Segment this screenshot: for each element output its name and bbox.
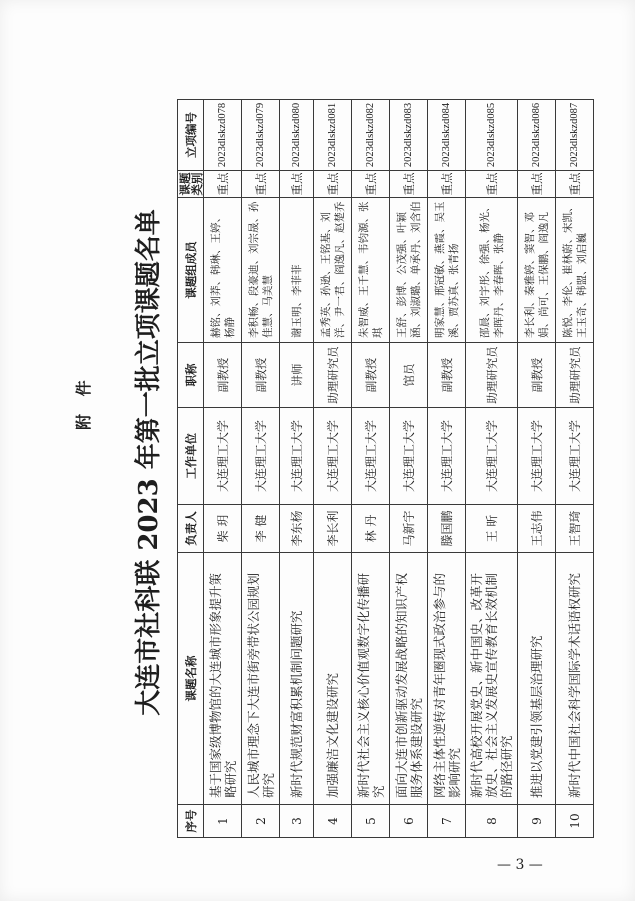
title-line: 新时代社会主义核心价值观数字化传播研 <box>355 572 371 798</box>
cell-members <box>280 198 314 343</box>
header-category-line: 课题 <box>177 172 192 196</box>
cell-unit: 大连理工大学 <box>352 408 390 505</box>
member-line: 杨静 <box>223 317 236 338</box>
cell-index: 10 <box>556 805 594 838</box>
cell-unit: 大连理工大学 <box>390 408 428 505</box>
title-line: 究 <box>370 785 386 798</box>
cell-title <box>242 553 280 805</box>
cell-code: 2023dlskzd079 <box>242 100 280 171</box>
member-line: 溪、贾苏真、张青扬 <box>447 243 460 338</box>
cell-members <box>390 198 428 343</box>
cell-unit: 大连理工大学 <box>466 408 518 505</box>
header-category <box>178 171 204 198</box>
cell-category: 重点 <box>466 171 518 198</box>
cell-category: 重点 <box>352 171 390 198</box>
member-line: 赫铭、刘莽、韩琳、王婷、 <box>209 212 222 338</box>
header-leader: 负责人 <box>178 505 204 553</box>
project-list-table <box>177 99 594 838</box>
title-line: 面向大连市创新驱动发展战略的知识产权 <box>393 572 409 798</box>
attachment-label: 附 件 <box>74 374 93 430</box>
cell-code: 2023dlskzd087 <box>556 100 594 171</box>
cell-index: 6 <box>390 805 428 838</box>
header-members: 课题组成员 <box>178 198 204 343</box>
cell-members <box>556 198 594 343</box>
member-line: 洋、尹一君、阎逸凡、赵楚乔 <box>333 201 346 338</box>
cell-code: 2023dlskzd084 <box>428 100 466 171</box>
cell-code: 2023dlskzd078 <box>204 100 242 171</box>
cell-index: 3 <box>280 805 314 838</box>
header-unit: 工作单位 <box>178 408 204 505</box>
cell-unit: 大连理工大学 <box>518 408 556 505</box>
cell-index: 5 <box>352 805 390 838</box>
member-line: 谢玉明、李菲菲 <box>290 264 303 338</box>
cell-title <box>314 553 352 805</box>
table-row <box>556 100 594 838</box>
cell-leader: 李长利 <box>314 505 352 553</box>
title-line: 影响研究 <box>446 747 462 798</box>
member-line: 李积畅、段豪迪、刘宗晟、孙 <box>247 201 260 338</box>
member-line: 邵晨、刘宇彤、徐强、杨光、 <box>478 201 491 338</box>
header-title: 课题名称 <box>178 553 204 805</box>
member-line: 朱智威、王千慧、韦钧源、张 <box>357 201 370 338</box>
cell-unit: 大连理工大学 <box>204 408 242 505</box>
cell-rank: 副教授 <box>352 343 390 408</box>
table-row <box>242 100 280 838</box>
table-row <box>314 100 352 838</box>
table-row <box>352 100 390 838</box>
cell-leader: 林 丹 <box>352 505 390 553</box>
cell-title <box>428 553 466 805</box>
cell-code: 2023dlskzd086 <box>518 100 556 171</box>
cell-index: 2 <box>242 805 280 838</box>
title-line: 网络主体性逆转对青年圈现式政治参与的 <box>431 572 447 798</box>
header-category-line: 类别 <box>189 172 204 196</box>
cell-members <box>314 198 352 343</box>
cell-leader: 李东杨 <box>280 505 314 553</box>
cell-rank: 副教授 <box>204 343 242 408</box>
header-index: 序号 <box>178 805 204 838</box>
cell-code: 2023dlskzd083 <box>390 100 428 171</box>
cell-title <box>204 553 242 805</box>
table-row <box>428 100 466 838</box>
cell-category: 重点 <box>428 171 466 198</box>
cell-leader: 王智琦 <box>556 505 594 553</box>
cell-unit: 大连理工大学 <box>314 408 352 505</box>
table-body <box>204 100 594 838</box>
member-line: 琪 <box>371 327 384 338</box>
cell-code: 2023dlskzd082 <box>352 100 390 171</box>
cell-category: 重点 <box>518 171 556 198</box>
cell-members <box>428 198 466 343</box>
title-line: 放史、社会主义发展史宣传教育长效机制 <box>484 572 499 798</box>
cell-members <box>518 198 556 343</box>
cell-rank: 助理研究员 <box>556 343 594 408</box>
cell-rank: 讲师 <box>280 343 314 408</box>
cell-category: 重点 <box>242 171 280 198</box>
cell-rank: 副教授 <box>518 343 556 408</box>
cell-leader: 王 昕 <box>466 505 518 553</box>
title-line: 基于国家级博物馆的大连城市形象提升策 <box>207 572 223 798</box>
cell-leader: 李 健 <box>242 505 280 553</box>
member-line: 明家慧、邢冠敏、燕霞、吴玉 <box>433 201 446 338</box>
member-line: 娟、尚可、王保鹏、阎逸凡 <box>537 212 550 338</box>
cell-category: 重点 <box>390 171 428 198</box>
cell-members <box>466 198 518 343</box>
cell-leader: 王志伟 <box>518 505 556 553</box>
table-row <box>518 100 556 838</box>
cell-title <box>352 553 390 805</box>
header-rank: 职称 <box>178 343 204 408</box>
cell-code: 2023dlskzd080 <box>280 100 314 171</box>
table-row <box>390 100 428 838</box>
cell-rank: 副教授 <box>242 343 280 408</box>
cell-unit: 大连理工大学 <box>280 408 314 505</box>
member-line: 孟秀英、孙逊、王铭基、刘 <box>319 212 332 338</box>
cell-title <box>390 553 428 805</box>
cell-category: 重点 <box>280 171 314 198</box>
cell-title <box>466 553 518 805</box>
cell-code: 2023dlskzd085 <box>466 100 518 171</box>
cell-leader: 滕国鹏 <box>428 505 466 553</box>
member-line: 陈悦、李伦、崔林蔚、宋凯、 <box>561 201 574 338</box>
header-row <box>178 100 204 838</box>
title-line: 新时代高校开展党史、新中国史、改革开 <box>469 572 484 798</box>
cell-unit: 大连理工大学 <box>428 408 466 505</box>
cell-index: 9 <box>518 805 556 838</box>
table-row <box>280 100 314 838</box>
title-line: 研究 <box>260 772 276 798</box>
cell-rank: 助理研究员 <box>466 343 518 408</box>
cell-title <box>280 553 314 805</box>
cell-unit: 大连理工大学 <box>242 408 280 505</box>
cell-members <box>242 198 280 343</box>
title-line: 人民城市理念下大连市街旁带状公园规划 <box>245 572 261 798</box>
page-number: — 3 — <box>497 857 543 873</box>
title-line: 略研究 <box>222 760 238 798</box>
member-line: 王舒、彭博、公茂强、叶颖 <box>395 212 408 338</box>
cell-category: 重点 <box>314 171 352 198</box>
title-line: 新时代中国社会科学国际学术话语权研究 <box>567 572 582 798</box>
title-line: 新时代规范财富积累机制问题研究 <box>289 610 304 798</box>
cell-code: 2023dlskzd081 <box>314 100 352 171</box>
cell-members <box>352 198 390 343</box>
cell-unit: 大连理工大学 <box>556 408 594 505</box>
cell-index: 8 <box>466 805 518 838</box>
table-row <box>204 100 242 838</box>
cell-index: 4 <box>314 805 352 838</box>
cell-title <box>556 553 594 805</box>
cell-rank: 副教授 <box>428 343 466 408</box>
cell-category: 重点 <box>204 171 242 198</box>
table-row <box>466 100 518 838</box>
table-header <box>178 100 204 838</box>
title-line: 的路径研究 <box>499 735 514 798</box>
header-code: 立项编号 <box>178 100 204 171</box>
member-line: 佳慧、马美慧 <box>261 275 274 338</box>
cell-title <box>518 553 556 805</box>
document-title: 大连市社科联 2023 年第一批立项课题名单 <box>134 209 164 716</box>
cell-category: 重点 <box>556 171 594 198</box>
cell-index: 7 <box>428 805 466 838</box>
cell-rank: 馆员 <box>390 343 428 408</box>
cell-members <box>204 198 242 343</box>
member-line: 王玉奇、韩盟、刘启巍 <box>575 233 588 338</box>
cell-rank: 助理研究员 <box>314 343 352 408</box>
member-line: 李晖丹、李春晖、张静 <box>492 233 505 338</box>
cell-index: 1 <box>204 805 242 838</box>
title-line: 加强廉洁文化建设研究 <box>325 672 340 798</box>
member-line: 李长利、秦雅婷、窦智、邓 <box>523 212 536 338</box>
cell-leader: 柴 玥 <box>204 505 242 553</box>
member-line: 涵、刘淑璐、单承丹、刘含伯 <box>409 201 422 338</box>
title-line: 推进以党建引领基层治理研究 <box>529 635 544 798</box>
cell-leader: 马新宇 <box>390 505 428 553</box>
title-line: 服务体系建设研究 <box>408 697 424 798</box>
